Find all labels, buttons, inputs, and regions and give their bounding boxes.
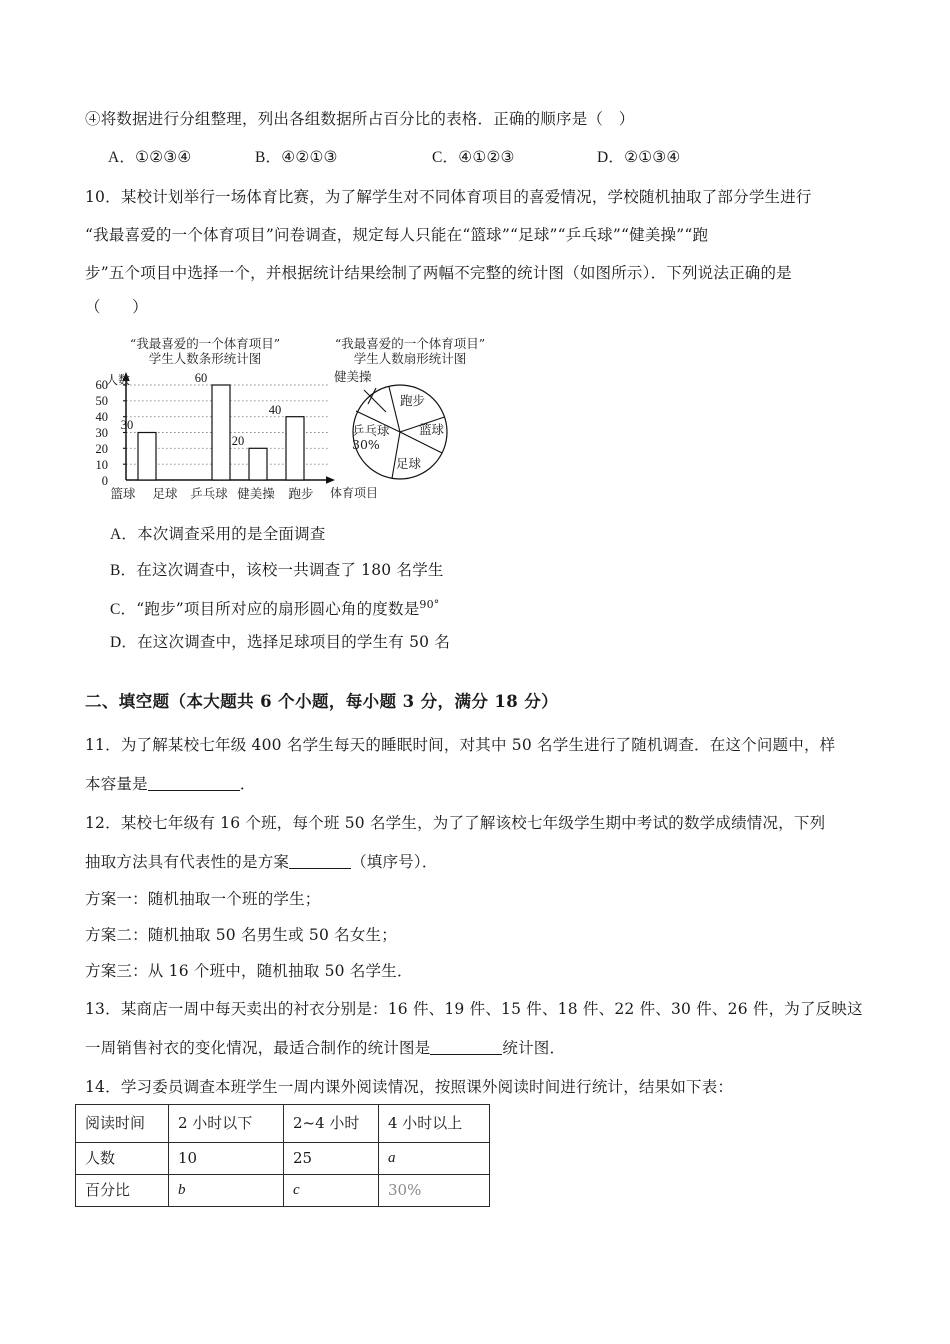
question-13-line-2-pre: 一周销售衬衣的变化情况，最适合制作的统计图是 <box>85 1039 431 1057</box>
q10-option-b-text: 在这次调查中，该校一共调查了 180 名学生 <box>136 561 444 579</box>
q10-option-a-text: 本次调查采用的是全面调查 <box>137 525 326 543</box>
option-a-text: ①②③④ <box>135 148 192 166</box>
ytick-10: 10 <box>95 458 108 472</box>
pie-chart-title-line-1: “我最喜爱的一个体育项目” <box>334 336 486 351</box>
bar-chart-ylabel: 人数 <box>106 373 131 387</box>
question-12-scheme-3: 方案三：从 16 个班中，随机抽取 50 名学生． <box>85 962 413 980</box>
table-cell-r1c2: 25 <box>284 1143 379 1175</box>
pie-chart-title <box>312 336 508 367</box>
table-cell-r0c3: 4 小时以上 <box>379 1105 490 1143</box>
question-12-line-2-pre: 抽取方法具有代表性的是方案 <box>85 853 290 871</box>
pie-label-football: 足球 <box>396 456 422 471</box>
bar-value-running: 40 <box>268 403 282 417</box>
q10-option-b-letter: B． <box>110 562 137 579</box>
xcat-pingpong: 乒乓球 <box>190 486 228 501</box>
question-12-answer-blank[interactable] <box>289 854 351 869</box>
option-b-text: ④②①③ <box>281 148 338 166</box>
option-d-text: ②①③④ <box>624 148 681 166</box>
question-11-line-2 <box>85 776 256 793</box>
pie-label-pingpong-name: 乒乓球 <box>352 423 390 438</box>
pie-label-pingpong <box>352 424 390 452</box>
table-cell-r1c0: 人数 <box>76 1143 169 1175</box>
question-9-option-b[interactable] <box>255 150 338 166</box>
table-cell-r0c0: 阅读时间 <box>76 1105 169 1143</box>
bar-chart-title-line-2: 学生人数条形统计图 <box>148 351 262 367</box>
question-10-line-3: 步”五个项目中选择一个，并根据统计结果绘制了两幅不完整的统计图（如图所示）．下列说法正确的是 <box>85 264 792 282</box>
question-12-line-1: 12．某校七年级有 16 个班，每个班 50 名学生，为了了解该校七年级学生期中考试的数学成绩情况，下列 <box>85 814 826 832</box>
question-14-line-1: 14．学习委员调查本班学生一周内课外阅读情况，按照课外阅读时间进行统计，结果如下表： <box>85 1078 734 1096</box>
question-10-line-2: “我最喜爱的一个体育项目”问卷调查，规定每人只能在“篮球”“足球”“乒乓球”“健美操”“跑 <box>85 226 709 244</box>
pie-label-running: 跑步 <box>400 393 426 408</box>
ytick-50: 50 <box>95 394 108 408</box>
table-cell-r1c3: a <box>379 1143 490 1175</box>
question-10-option-d[interactable] <box>110 635 450 651</box>
question-10-line-1: 10．某校计划举行一场体育比赛，为了解学生对不同体育项目的喜爱情况，学校随机抽取了部分学生进行 <box>85 188 812 206</box>
option-b-letter: B． <box>255 149 282 166</box>
bar-value-basketball: 30 <box>120 418 134 432</box>
q10-option-c-letter: C． <box>110 601 137 619</box>
bar-chart-title-line-1: “我最喜爱的一个体育项目” <box>129 336 281 351</box>
reading-time-table <box>75 1104 490 1207</box>
question-12-scheme-2: 方案二：随机抽取 50 名男生或 50 名女生； <box>85 926 397 944</box>
table-cell-r2c2: c <box>284 1175 379 1207</box>
table-row-header <box>76 1105 490 1143</box>
option-c-text: ④①②③ <box>458 148 515 166</box>
pie-chart-title-line-2: 学生人数扇形统计图 <box>353 351 467 367</box>
question-11-line-1: 11．为了解某校七年级 400 名学生每天的睡眠时间，对其中 50 名学生进行了随机调查．在这个问题中，样 <box>85 736 836 754</box>
question-13-line-2 <box>85 1040 565 1057</box>
xcat-aerobics: 健美操 <box>237 486 275 501</box>
section-2-heading: 二、填空题（本大题共 6 个小题，每小题 3 分，满分 18 分） <box>85 692 559 711</box>
question-11-line-2-post: ． <box>239 775 256 793</box>
table-row-percent <box>76 1175 490 1207</box>
pie-label-basketball: 篮球 <box>419 422 445 437</box>
question-9-option-c[interactable] <box>432 150 515 166</box>
q10-option-c-degree: 90° <box>419 598 440 611</box>
ytick-30: 30 <box>95 426 108 440</box>
table-cell-r2c3: 30% <box>379 1175 490 1207</box>
option-a-letter: A． <box>108 149 136 166</box>
table-row-count <box>76 1143 490 1175</box>
bar-chart-xlabel: 体育项目 <box>330 486 379 500</box>
question-12-line-2 <box>85 854 438 871</box>
question-13-line-2-post: 统计图． <box>502 1039 566 1057</box>
pie-label-pingpong-percent: 30% <box>352 436 380 452</box>
table-cell-r2c1: b <box>169 1175 284 1207</box>
bar-value-pingpong: 60 <box>194 371 208 385</box>
question-9-option-a[interactable] <box>108 150 191 166</box>
table-cell-r2c0: 百分比 <box>76 1175 169 1207</box>
pie-label-aerobics: 健美操 <box>334 369 372 384</box>
bar-chart-title <box>110 336 300 367</box>
q10-option-a-letter: A． <box>110 526 138 543</box>
ytick-60: 60 <box>95 378 108 392</box>
xcat-basketball: 篮球 <box>110 486 136 501</box>
xcat-football: 足球 <box>152 486 178 501</box>
question-12-line-2-post: （填序号）． <box>351 853 438 871</box>
question-13-answer-blank[interactable] <box>430 1040 502 1055</box>
question-10-answer-parens: （ ） <box>85 298 148 316</box>
bar-value-aerobics: 20 <box>231 434 245 448</box>
question-10-option-a[interactable] <box>110 527 326 543</box>
table-cell-r1c1: 10 <box>169 1143 284 1175</box>
q10-option-d-text: 在这次调查中，选择足球项目的学生有 50 名 <box>137 633 451 651</box>
question-12-scheme-1: 方案一：随机抽取一个班的学生； <box>85 890 321 908</box>
question-10-option-c[interactable] <box>110 599 440 618</box>
question-11-answer-blank[interactable] <box>148 776 240 791</box>
table-cell-r0c2: 2~4 小时 <box>284 1105 379 1143</box>
question-9-stem: ④将数据进行分组整理，列出各组数据所占百分比的表格．正确的顺序是（ ） <box>85 110 635 128</box>
option-d-letter: D． <box>597 149 625 166</box>
q10-option-d-letter: D． <box>110 634 138 651</box>
ytick-0: 0 <box>101 474 108 488</box>
table-cell-r0c1: 2 小时以下 <box>169 1105 284 1143</box>
q10-option-c-text: “跑步”项目所对应的扇形圆心角的度数是 <box>136 600 420 619</box>
question-11-line-2-pre: 本容量是 <box>85 775 148 793</box>
ytick-20: 20 <box>95 442 108 456</box>
question-10-option-b[interactable] <box>110 563 444 579</box>
question-13-line-1: 13．某商店一周中每天卖出的衬衣分别是：16 件、19 件、15 件、18 件、22 件、30 件、26 件，为了反映这 <box>85 1000 863 1018</box>
xcat-running: 跑步 <box>288 486 314 501</box>
option-c-letter: C． <box>432 149 459 166</box>
ytick-40: 40 <box>95 410 108 424</box>
question-9-option-d[interactable] <box>597 150 680 166</box>
